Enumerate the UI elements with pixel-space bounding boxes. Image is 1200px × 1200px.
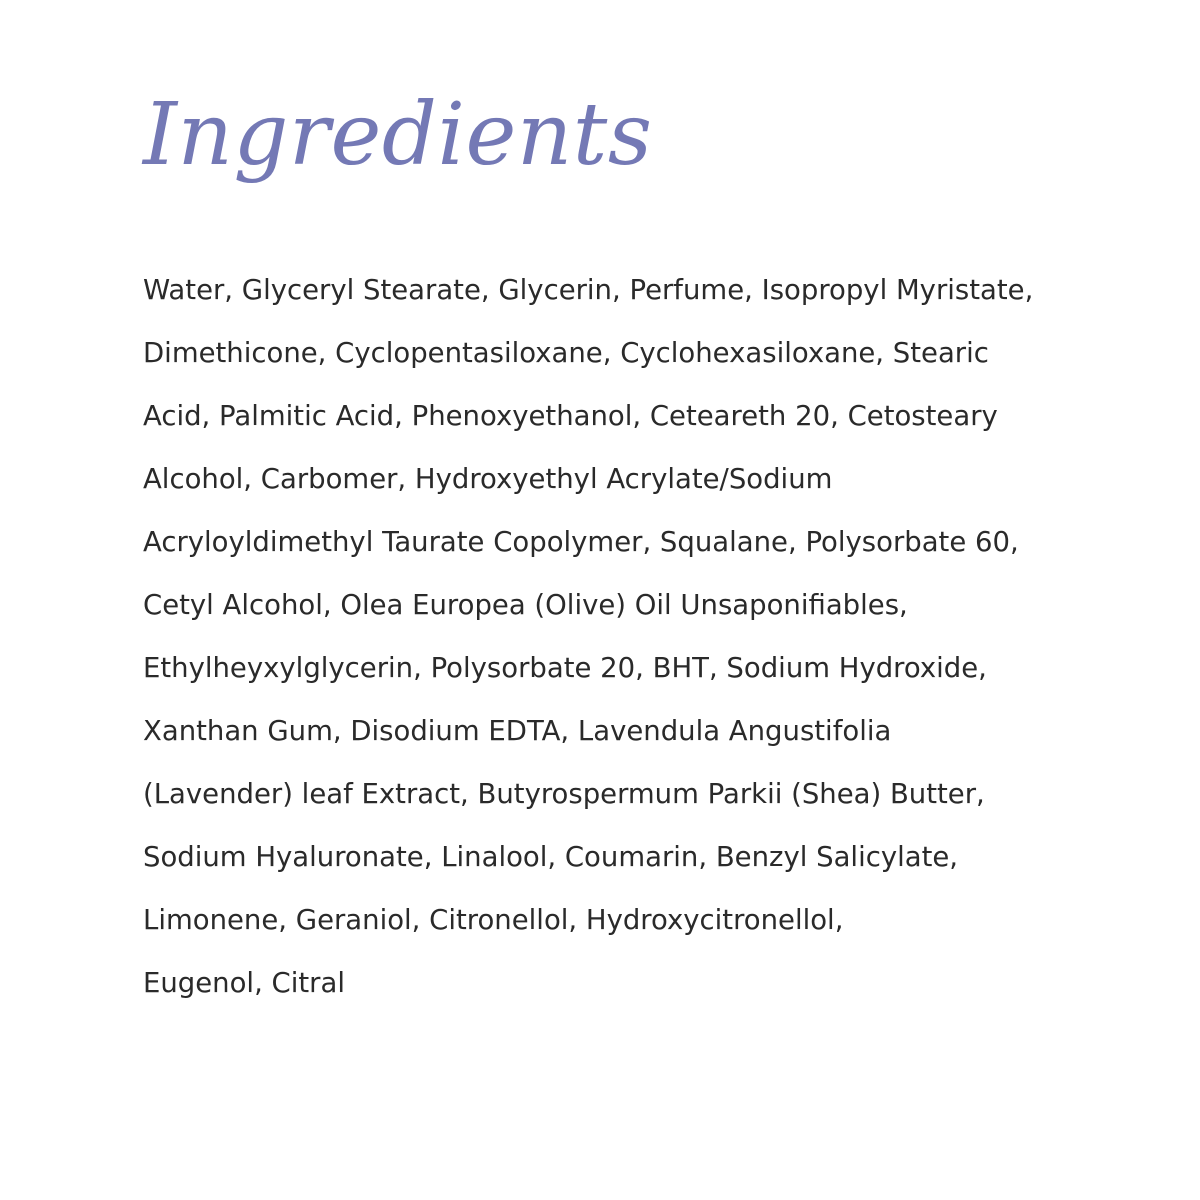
ingredients-line: Xanthan Gum, Disodium EDTA, Lavendula Angustifolia <box>143 715 892 747</box>
ingredients-line: Ethylheyxylglycerin, Polysorbate 20, BHT, Sodium Hydroxide, <box>143 652 987 684</box>
ingredients-line: Eugenol, Citral <box>143 967 345 999</box>
ingredients-line: Limonene, Geraniol, Citronellol, Hydroxycitronellol, <box>143 904 844 936</box>
ingredients-line: Sodium Hyaluronate, Linalool, Coumarin, Benzyl Salicylate, <box>143 841 959 873</box>
ingredients-line: (Lavender) leaf Extract, Butyrospermum Parkii (Shea) Butter, <box>143 778 985 810</box>
ingredients-line: Alcohol, Carbomer, Hydroxyethyl Acrylate/Sodium <box>143 463 833 495</box>
page-title: Ingredients <box>143 85 653 185</box>
ingredients-line: Water, Glyceryl Stearate, Glycerin, Perfume, Isopropyl Myristate, <box>143 274 1034 306</box>
ingredients-line: Cetyl Alcohol, Olea Europea (Olive) Oil Unsaponifiables, <box>143 589 908 621</box>
ingredients-list <box>143 259 1143 1015</box>
ingredients-line: Acid, Palmitic Acid, Phenoxyethanol, Ceteareth 20, Cetosteary <box>143 400 998 432</box>
ingredients-line: Acryloyldimethyl Taurate Copolymer, Squalane, Polysorbate 60, <box>143 526 1019 558</box>
ingredients-line: Dimethicone, Cyclopentasiloxane, Cyclohexasiloxane, Stearic <box>143 337 989 369</box>
